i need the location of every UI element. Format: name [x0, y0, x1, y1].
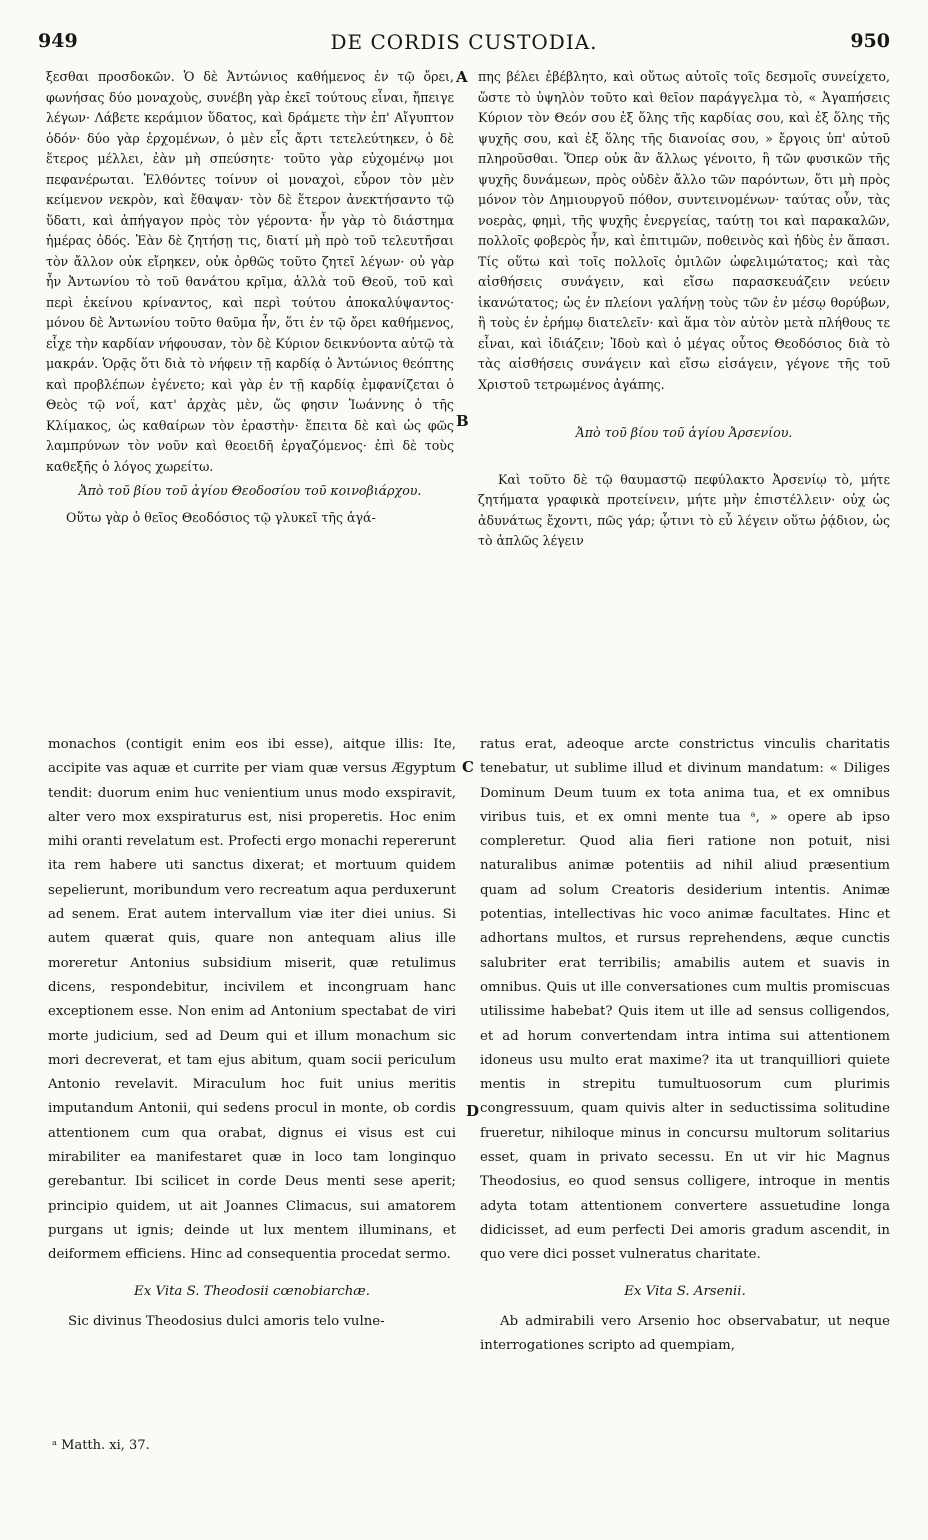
margin-marker-b: B: [456, 412, 469, 430]
page-number-right: 950: [850, 30, 890, 52]
margin-marker-d: D: [466, 1102, 480, 1120]
latin-right-section-heading: Ex Vita S. Arsenii.: [624, 1283, 746, 1299]
latin-right-paragraph-2: Ab admirabili vero Arsenio hoc observabatur, ut neque interrogationes scripto ad quempiam,: [480, 1313, 890, 1354]
greek-column-right: [478, 67, 890, 552]
greek-right-section-heading: Ἀπὸ τοῦ βίου τοῦ ἁγίου Ἀρσενίου.: [575, 425, 793, 440]
greek-right-paragraph-2: Καὶ τοῦτο δὲ τῷ θαυμαστῷ πεφύλακτο Ἀρσενίῳ τὸ, μήτε ζητήματα γραφικὰ προτείνειν, μήτε μὴν ἐπιστέλλειν· οὐχ ὡς ἀδυνάτως ἔχοντι, πῶς γάρ; ᾧτινι τὸ εὖ λέγειν οὕτω ῥᾴδιον, ὡς τὸ ἁπλῶς λέγειν: [478, 471, 890, 548]
greek-column-left: [46, 67, 454, 528]
greek-left-section-heading: Ἀπὸ τοῦ βίου τοῦ ἁγίου Θεοδοσίου τοῦ κοινοβιάρχου.: [78, 483, 422, 498]
margin-marker-a: A: [456, 68, 468, 86]
greek-right-paragraph-1: πης βέλει ἐβέβλητο, καὶ οὕτως αὐτοῖς τοῖς δεσμοῖς συνείχετο, ὥστε τὸ ὑψηλὸν τοῦτο καὶ θεῖον παράγγελμα τὸ, « Ἀγαπήσεις Κύριον τὸν Θεόν σου ἐξ ὅλης τῆς καρδίας σου, καὶ ἐξ ὅλης τῆς ψυχῆς σου, καὶ ἐξ ὅλης τῆς διανοίας σου, » ἔργοις ὑπ' αὐτοῦ πληροῦσθαι. Ὅπερ οὐκ ἂν ἄλλως γένοιτο, ἢ τῶν φυσικῶν τῆς ψυχῆς δυνάμεων, πρὸς οὐδὲν ἄλλο τῶν παρόντων, ὅτι μὴ πρὸς μόνον τὸν Δημιουργοῦ πόθον, συντεινομένων· ταύτας οὖν, τὰς νοερὰς, φημὶ, τῆς ψυχῆς ἐνεργείας, ταύτῃ τοι καὶ παρακαλῶν, πολλοῖς φοβερὸς ἦν, καὶ ἐπιτιμῶν, ποθεινὸς καὶ ἡδὺς ἐν ἅπασι. Τίς οὕτω καὶ τοῖς πολλοῖς ὁμιλῶν ὠφελιμώτατος; καὶ τὰς αἰσθήσεις συνάγειν, καὶ εἴσω παρασκευάζειν νεύειν ἱκανώτατος; ὡς ἐν πλείονι γαλήνῃ τοὺς τῶν ἐν μέσῳ θορύβων, ἢ τοὺς ἐν ἐρήμῳ διατελεῖν· καὶ ἅμα τὸν αὐτὸν μετὰ πλήθους τε εἶναι, καὶ ἰδιάζειν; Ἰδοὺ καὶ ὁ μέγας οὗτος Θεοδόσιος διὰ τὸ τὰς αἰσθήσεις συνάγειν καὶ εἴσω εἰσάγειν, γέγονε τῆς τοῦ Χριστοῦ τετρωμένος ἀγάπης.: [478, 69, 890, 392]
latin-right-paragraph-1: ratus erat, adeoque arcte constrictus vinculis charitatis tenebatur, ut sublime illud et divinum mandatum: « Diliges Dominum Deum tuum ex tota anima tua, et ex omnibus viribus tuis, et ex omni mente tua ᵃ, » opere ab ipso compleretur. Quod alia fieri ratione non potuit, nisi naturalibus animæ potentiis ad nihil aliud præsentium quam ad solum Creatoris desiderium intentis. Animæ potentias, intellectivas hic voco animæ facultates. Hinc et adhortans multos, et rursus reprehendens, æque cunctis salubriter erat terribilis; amabilis autem et suavis in omnibus. Quis ut ille conversationes cum multis promiscuas utilissime habebat? Quis item ut ille ad sensus colligendos, et ad horum convertendam intra intima sui attentionem idoneus usu multo erat maxime? ita ut tranquilliori quiete mentis in strepitu tumultuosorum cum plurimis congressuum, quam quivis alter in seductissima solitudine frueretur, nihiloque minus in concursu multorum solitarius esset, quam in privato secessu. En ut vir hic Magnus Theodosius, eo quod sensus colligere, introque in mentis adyta totam attentionem convertere assuetudine longa didicisset, ad eum perfecti Dei amoris gradum ascendit, in quo vere dici posset vulneratus charitate.: [480, 737, 890, 1263]
latin-left-paragraph-1: monachos (contigit enim eos ibi esse), aitque illis: Ite, accipite vas aquæ et currite per viam quæ versus Ægyptum tendit: duorum enim huc venientium unus modo exspiravit, alter vero mox exspiraturus est, nisi properetis. Hoc enim mihi oranti revelatum est. Profecti ergo monachi repererunt ita rem habere uti sanctus dixerat; et mortuum quidem sepelierunt, moribundum vero recreatum aqua perduxerunt ad senem. Erat autem intervallum viæ iter diei unius. Si autem quærat quis, quare non antequam alius ille moreretur Antonius subsidium miserit, quæ retulimus dicens, respondebitur, incivilem et incongruam hanc exceptionem esse. Non enim ad Antonium spectabat de viri morte judicium, sed ad Deum qui et illum monachum sic mori decreverat, et tam ejus abitum, quam socii periculum Antonio revelavit. Miraculum hoc fuit unius meritis imputandum Antonii, qui sedens procul in monte, ob cordis attentionem cum qua orabat, dignus ei visus est cui mirabiliter ea manifestaret quæ in loco tam longinquo gerebantur. Ibi scilicet in corde Deus menti sese aperit; principio quidem, ut ait Joannes Climacus, sui amatorem purgans ut ignis; deinde ut lux mentem illuminans, et deiformem efficiens. Hinc ad consequentia procedat sermo.: [48, 737, 456, 1263]
latin-column-left: [48, 733, 456, 1334]
greek-left-paragraph-1: ξεσθαι προσδοκῶν. Ὁ δὲ Ἀντώνιος καθήμενος ἐν τῷ ὄρει, φωνήσας δύο μοναχοὺς, συνέβη γὰρ ἐκεῖ τούτους εἶναι, ἤπειγε λέγων· Λάβετε κεράμιον ὕδατος, καὶ δράμετε τὴν ἐπ' Αἴγυπτον ὁδόν· δύο γὰρ ἐρχομένων, ὁ μὲν εἷς ἄρτι τετελεύτηκεν, ὁ δὲ ἕτερος μέλλει, ἐὰν μὴ σπεύσητε· τοῦτο γὰρ εὐχομένῳ μοι πεφανέρωται. Ἐλθόντες τοίνυν οἱ μοναχοὶ, εὗρον τὸν μὲν κείμενον νεκρὸν, καὶ ἔθαψαν· τὸν δὲ ἕτερον ἀνεκτήσαντο τῷ ὕδατι, καὶ ἀπήγαγον πρὸς τὸν γέροντα· ἦν γὰρ τὸ διάστημα ἡμέρας ὁδός. Ἐὰν δὲ ζητήσῃ τις, διατί μὴ πρὸ τοῦ τελευτῆσαι τὸν ἄλλον οὐκ εἴρηκεν, οὐκ ὀρθῶς τοῦτο ζητεῖ λέγων· οὐ γὰρ ἦν Ἀντωνίου τὸ τοῦ θανάτου κρῖμα, ἀλλὰ τοῦ Θεοῦ, τοῦ καὶ περὶ ἐκείνου κρίναντος, καὶ περὶ τούτου ἀποκαλύψαντος· μόνου δὲ Ἀντωνίου τοῦτο θαῦμα ἦν, ὅτι ἐν τῷ ὄρει καθήμενος, εἶχε τὴν καρδίαν νήφουσαν, τὸν δὲ Κύριον δεικνύοντα αὐτῷ τὰ μακράν. Ὁρᾷς ὅτι διὰ τὸ νήφειν τῇ καρδίᾳ ὁ Ἀντώνιος θεόπτης καὶ προβλέπων ἐγένετο; καὶ γὰρ ἐν τῇ καρδίᾳ ἐμφανίζεται ὁ Θεὸς τῷ νοΐ, κατ' ἀρχὰς μὲν, ὥς φησιν Ἰωάννης ὁ τῆς Κλίμακος, ὡς καθαίρων τὸν ἐραστὴν· ἔπειτα δὲ καὶ ὡς φῶς λαμπρύνων τὸν νοῦν καὶ θεοειδῆ ἐργαζόμενος· ἐπὶ δὲ τοὺς καθεξῆς ὁ λόγος χωρείτω.: [46, 69, 454, 474]
margin-marker-c: C: [462, 758, 474, 776]
latin-left-section-heading: Ex Vita S. Theodosii cœnobiarchæ.: [134, 1283, 370, 1299]
running-title: DE CORDIS CUSTODIA.: [330, 30, 598, 54]
latin-left-paragraph-2: Sic divinus Theodosius dulci amoris telo vulne-: [68, 1313, 385, 1329]
page-number-left: 949: [38, 30, 78, 52]
greek-left-paragraph-2: Οὕτω γὰρ ὁ θεῖος Θεοδόσιος τῷ γλυκεῖ τῆς ἀγά-: [66, 509, 376, 525]
footnote: ᵃ Matth. xi, 37.: [52, 1438, 150, 1453]
latin-column-right: [480, 733, 890, 1358]
page-header: [30, 30, 898, 60]
